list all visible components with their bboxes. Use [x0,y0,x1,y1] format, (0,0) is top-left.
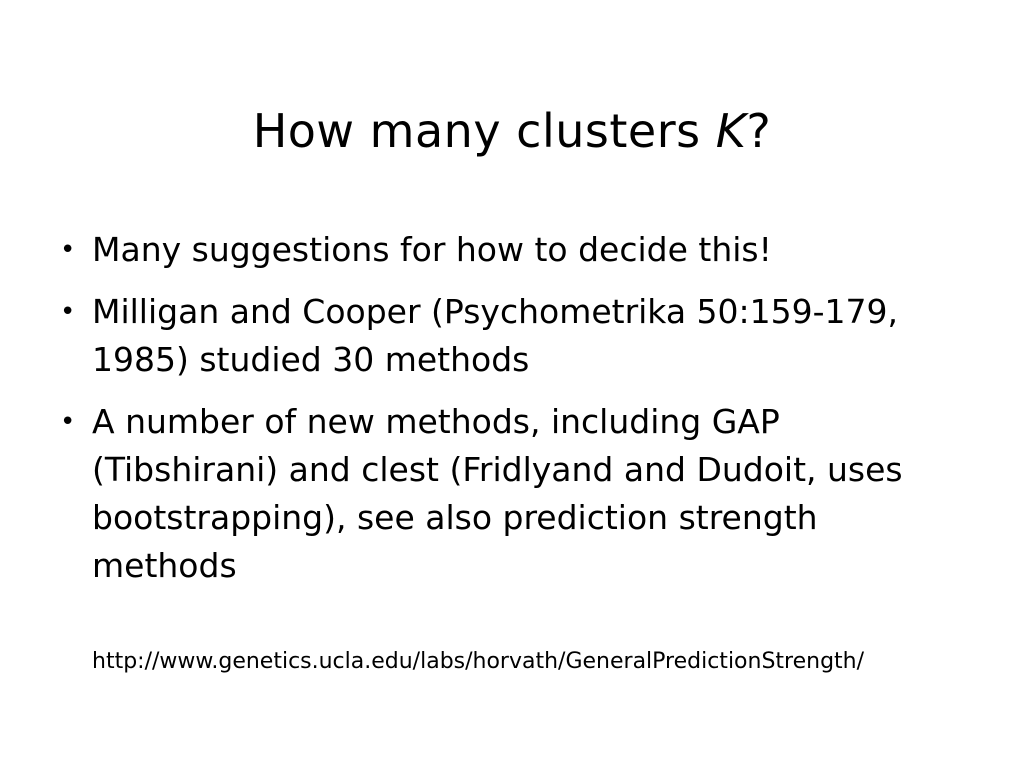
slide-title [0,100,1024,162]
bullet-dot-icon: • [60,235,76,265]
reference-link[interactable]: http://www.genetics.ucla.edu/labs/horvath/GeneralPredictionStrength/ [92,649,865,674]
bullet-text: Many suggestions for how to decide this! [92,230,772,269]
slide-title-end: ? [746,104,772,158]
bullet-text: Milligan and Cooper (Psychometrika 50:159-179, 1985) studied 30 methods [92,292,899,379]
bullet-text: A number of new methods, including GAP (Tibshirani) and clest (Fridlyand and Dudoit, uses bootstrapping), see also prediction strength methods [92,402,903,585]
slide-title-text: How many clusters [252,104,716,158]
bullet-dot-icon: • [60,297,76,327]
bullet-item [60,398,960,590]
bullet-item [60,226,960,274]
bullet-list [60,226,960,604]
bullet-item [60,288,960,384]
slide-title-variable: K [715,104,747,158]
bullet-dot-icon: • [60,407,76,437]
